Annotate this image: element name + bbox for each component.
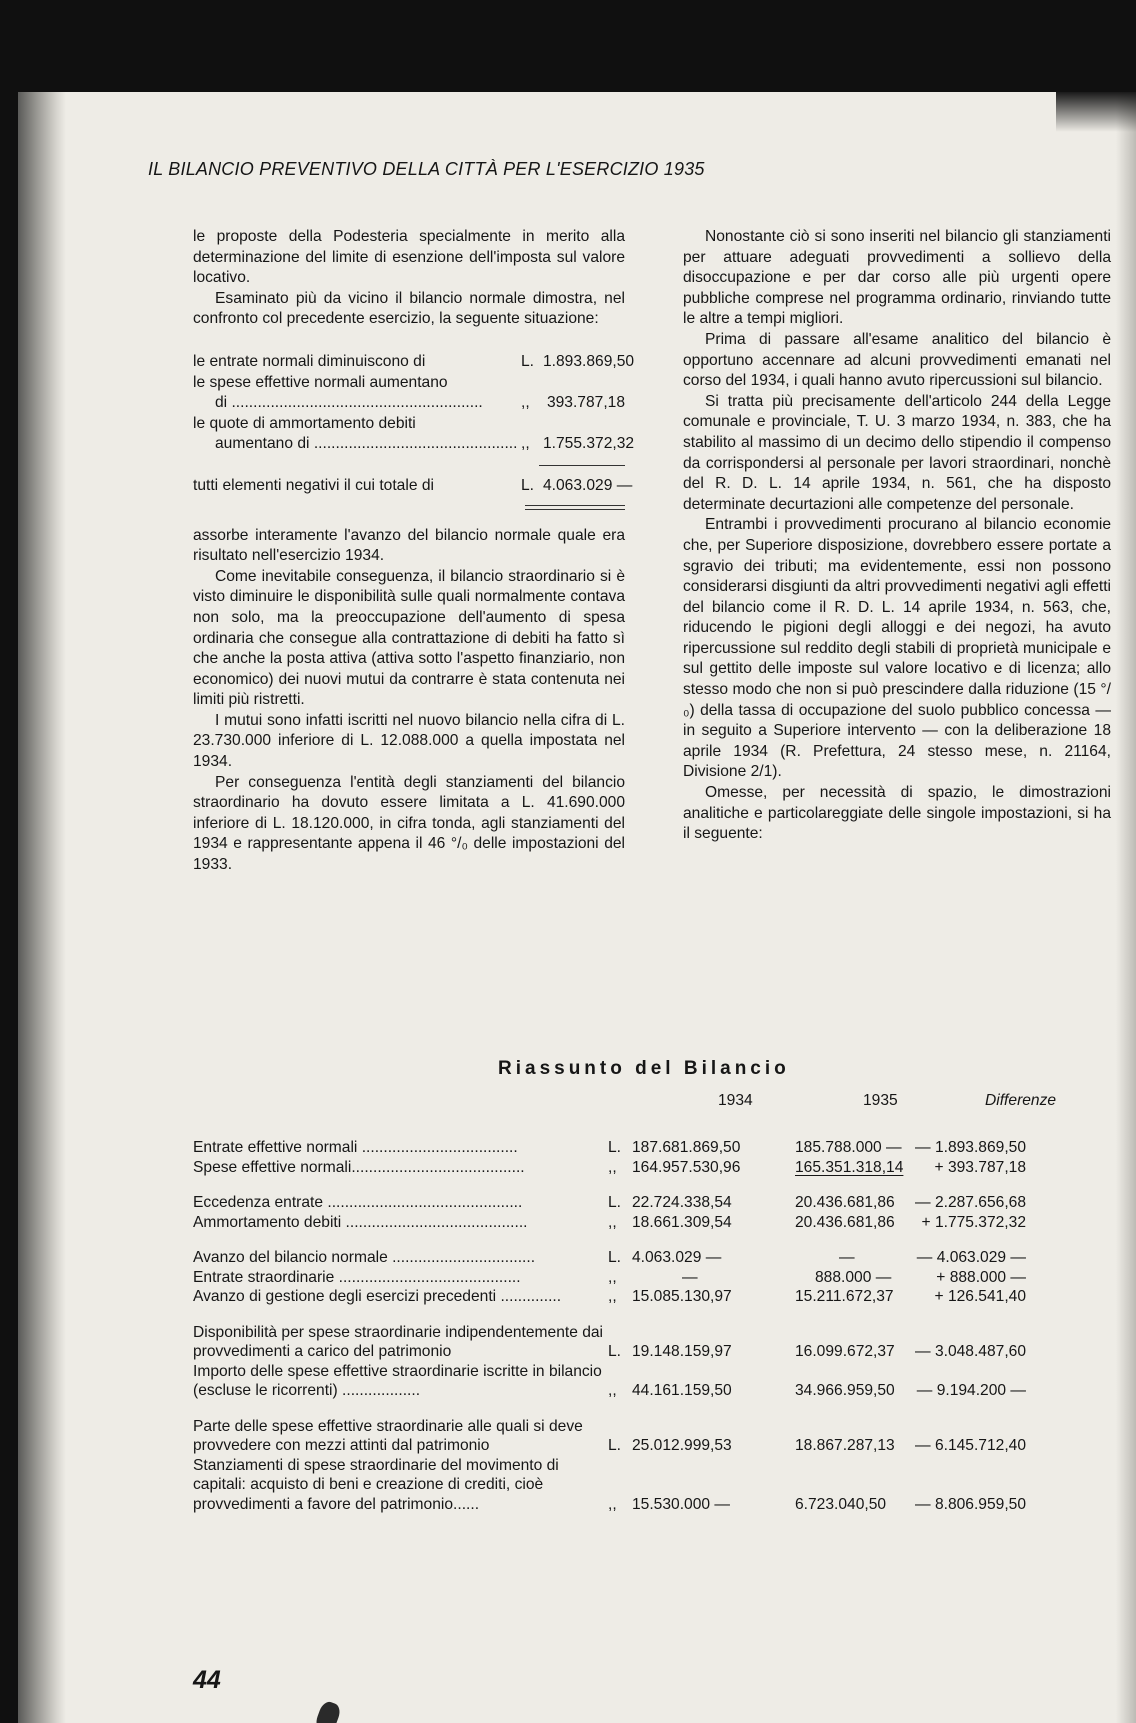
ledger-row: le quote di ammortamento debiti	[193, 414, 416, 432]
table-row: Disponibilità per spese straordinarie indipendentemente dai provvedimenti a carico del patrimonio L. 19.148.159,97 16.099.672,37 — 3.048.487,60	[193, 1323, 1026, 1360]
paragraph: Omesse, per necessità di spazio, le dimostrazioni analitiche e particolareggiate delle singole impostazioni, si ha il seguente:	[683, 784, 1111, 843]
paragraph: Si tratta più precisamente dell'articolo 244 della Legge comunale e provinciale, T. U. 3 marzo 1934, n. 383, che ha stabilito al massimo di un decimo dello stipendio il compenso da corrispondersi al personale per lavori straordinari, nonchè del R. D. L. 14 aprile 1934, n. 561, che ha disposto determinate decurtazioni alle competenze del personale.	[683, 392, 1111, 513]
paragraph: Per conseguenza l'entità degli stanziamenti del bilancio straordinario ha dovuto essere limitata a L. 41.690.000 inferiore di L. 18.120.000, in cifra tonda, agli stanziamenti del 1934 e rappresentante appena il 46 °/₀ delle impostazioni del 1933.	[193, 773, 625, 874]
right-column	[683, 227, 1111, 845]
comparison-ledger	[193, 352, 635, 510]
paragraph: Entrambi i provvedimenti procurano al bilancio economie che, per Superiore disposizione, dovrebbero essere portate a sgravio dei tributi; ma evidentemente, essi non possono considerarsi disgiunti da altri provvedimenti negativi agli effetti del bilancio come il R. D. L. 14 aprile 1934, n. 563, che, riducendo le pigioni degli alloggi e dei negozi, ha avuto ripercussione sul reddito degli stabili di proprietà municipale e sul gettito delle imposte sul valore locativo e di licenza; allo stesso modo che non si può prescindere dalla riduzione (15 °/₀) della tassa di occupazione del suolo pubblico concessa — in seguito a Superiore intervento — con la deliberazione 18 aprile 1934 (R. Prefettura, 24 stesso mese, n. 21164, Divisione 2/1).	[683, 516, 1111, 781]
table-row: Eccedenza entrate ............................................. L. 22.724.338,54 20.436.681,86 — 2.287.656,68	[193, 1194, 1026, 1211]
page-number: 44	[193, 1666, 221, 1694]
column-header-1934: 1934	[718, 1092, 753, 1109]
ledger-row: aumentano di ............................................... ,, 1.755.372,32	[215, 435, 635, 453]
running-title: IL BILANCIO PREVENTIVO DELLA CITTÀ PER L'ESERCIZIO 1935	[148, 159, 705, 179]
paragraph: I mutui sono infatti iscritti nel nuovo bilancio nella cifra di L. 23.730.000 inferiore di L. 12.088.000 a quella impostata nel 1934.	[193, 711, 625, 771]
ledger-total-row: tutti elementi negativi il cui totale di L. 4.063.029 —	[193, 476, 633, 494]
ledger-row: le entrate normali diminuiscono di L. 1.893.869,50	[193, 352, 635, 370]
paragraph: le proposte della Podesteria specialmente in merito alla determinazione del limite di esenzione dell'imposta sul valore locativo.	[193, 228, 625, 287]
row-group	[193, 1248, 1133, 1307]
row-group	[193, 1323, 1133, 1401]
scan-smudge	[313, 1699, 342, 1723]
paragraph: Nonostante ciò si sono inseriti nel bilancio gli stanziamenti per attuare adeguati provvedimenti a sollievo della disoccupazione e per dar corso alle più urgenti opere pubbliche comprese nel programma ordinario, rinviando tutte le altre a tempi migliori.	[683, 228, 1111, 328]
table-row: Spese effettive normali........................................ ,, 164.957.530,96 165.351.318,14 + 393.787,18	[193, 1158, 1026, 1176]
column-header-1935: 1935	[863, 1092, 898, 1109]
table-row: Ammortamento debiti .......................................... ,, 18.661.309,54 20.436.681,86 + 1.775.372,32	[193, 1213, 1026, 1231]
table-row: Avanzo di gestione degli esercizi precedenti .............. ,, 15.085.130,97 15.211.672,37 + 126.541,40	[193, 1288, 1026, 1305]
column-header-differenze: Differenze	[985, 1092, 1057, 1109]
paragraph: assorbe interamente l'avanzo del bilancio normale quale era risultato nell'esercizio 1934.	[193, 526, 625, 565]
table-row: Stanziamenti di spese straordinarie del movimento di capitali: acquisto di beni e creazione di crediti, cioè provvedimenti a favore del patrimonio...... ,, 15.530.000 — 6.723.040,50 — 8.806.959,50	[193, 1456, 1026, 1513]
left-column	[193, 227, 635, 876]
table-row: Avanzo del bilancio normale ................................. L. 4.063.029 — — — 4.063.029 —	[193, 1249, 1026, 1266]
sum-rule	[539, 465, 625, 466]
summary-title: Riassunto del Bilancio	[498, 1058, 790, 1079]
total-double-rule	[525, 505, 625, 510]
row-group	[193, 1417, 1133, 1515]
page	[18, 92, 1136, 1723]
table-row: Parte delle spese effettive straordinarie alle quali si deve provvedere con mezzi attinti dal patrimonio L. 25.012.999,53 18.867.287,13 — 6.145.712,40	[193, 1417, 1026, 1454]
ledger-row: le spese effettive normali aumentano	[193, 373, 448, 391]
row-group	[193, 1193, 1133, 1232]
paragraph: Prima di passare all'esame analitico del bilancio è opportuno accennare ad alcuni provvedimenti emanati nel corso del 1934, i quali hanno avuto ripercussioni sul bilancio.	[683, 330, 1111, 390]
table-row: Importo delle spese effettive straordinarie iscritte in bilancio (escluse le ricorrenti) .................. ,, 44.161.159,50 34.966.959,50 — 9.194.200 —	[193, 1362, 1026, 1399]
ledger-row: di .......................................................... ,, 393.787,18	[215, 394, 625, 412]
scan-shadow-left	[18, 92, 66, 1723]
row-group	[193, 1138, 1133, 1177]
paragraph: Esaminato più da vicino il bilancio normale dimostra, nel confronto col precedente esercizio, la seguente situazione:	[193, 289, 625, 328]
summary-table	[193, 1138, 1133, 1530]
table-row: Entrate straordinarie .......................................... ,, — 888.000 — + 888.000 —	[193, 1268, 1026, 1286]
scan-corner	[1056, 92, 1136, 132]
paragraph: Come inevitabile conseguenza, il bilancio straordinario si è visto diminuire le disponibilità sulle quali normalmente contava non solo, ma la preoccupazione dell'aumento di spesa ordinaria che consegue alla contrattazione di debiti ha fatto sì che anche la posta attiva (attiva sotto l'aspetto finanziario, non economico) dei nuovi mutui da contrarre è stata contenuta nei limiti più ristretti.	[193, 567, 625, 709]
table-row: Entrate effettive normali .................................... L. 187.681.869,50 185.788.000 — — 1.893.869,50	[193, 1139, 1026, 1156]
